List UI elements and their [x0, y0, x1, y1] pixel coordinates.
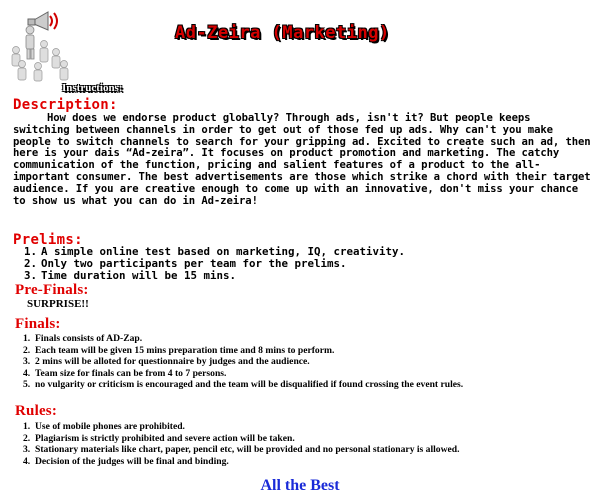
list-item: 1. Finals consists of AD-Zap.	[23, 333, 143, 344]
list-item: 1. A simple online test based on marketing, IQ, creativity.	[24, 245, 406, 258]
megaphone-people-icon	[8, 6, 74, 82]
rules-list	[23, 421, 593, 467]
description-heading: Description:	[13, 97, 118, 113]
description-text: How does we endorse product globally? Through ads, isn't it? But people keeps switching between channels in order to get out of those fed up ads. Why can't you make people to switch channels to search for your gripping ad. Excited to create such an ad, then here is your dais “Ad-zeira”. It focuses on product promotion and marketing. The catchy communication of the function, pricing and salient features of a product to the all-important consumer. The best advertisements are those which strike a chord with their target audience. If you are creative enough to come up with an innovative, don't miss your chance to show us what you can do in Ad-zeira!	[13, 112, 591, 207]
page-title: Ad-Zeira (Marketing)	[175, 23, 390, 43]
prefinals-heading: Pre-Finals:	[15, 282, 89, 298]
list-item: 1. Use of mobile phones are prohibited.	[23, 421, 185, 432]
list-item: 5. no vulgarity or criticism is encouraged and the team will be disqualified if found crossing the event rules.	[23, 379, 464, 391]
list-item: 2. Plagiarism is strictly prohibited and severe action will be taken.	[23, 432, 295, 444]
prelims-heading: Prelims:	[13, 232, 83, 248]
closing-message: All the Best	[260, 477, 340, 494]
list-item: 3. 2 mins will be alloted for questionnaire by judges and the audience.	[23, 356, 310, 368]
finals-list	[23, 333, 593, 391]
instructions-label: Instructions:	[62, 82, 123, 94]
list-item: 4. Team size for finals can be from 4 to 7 persons.	[23, 367, 227, 379]
list-item: 3. Stationary materials like chart, paper, pencil etc, will be provided and no personal stationary is allowed.	[23, 444, 460, 456]
list-item: 2. Only two participants per team for the prelims.	[24, 257, 347, 270]
list-item: 4. Decision of the judges will be final and binding.	[23, 455, 229, 467]
list-item: 2. Each team will be given 15 mins preparation time and 8 mins to perform.	[23, 344, 335, 356]
prefinals-text: SURPRISE!!	[27, 298, 89, 310]
rules-heading: Rules:	[15, 403, 58, 419]
finals-heading: Finals:	[15, 316, 61, 332]
prelims-list	[24, 246, 405, 282]
list-item: 3. Time duration will be 15 mins.	[24, 269, 237, 282]
